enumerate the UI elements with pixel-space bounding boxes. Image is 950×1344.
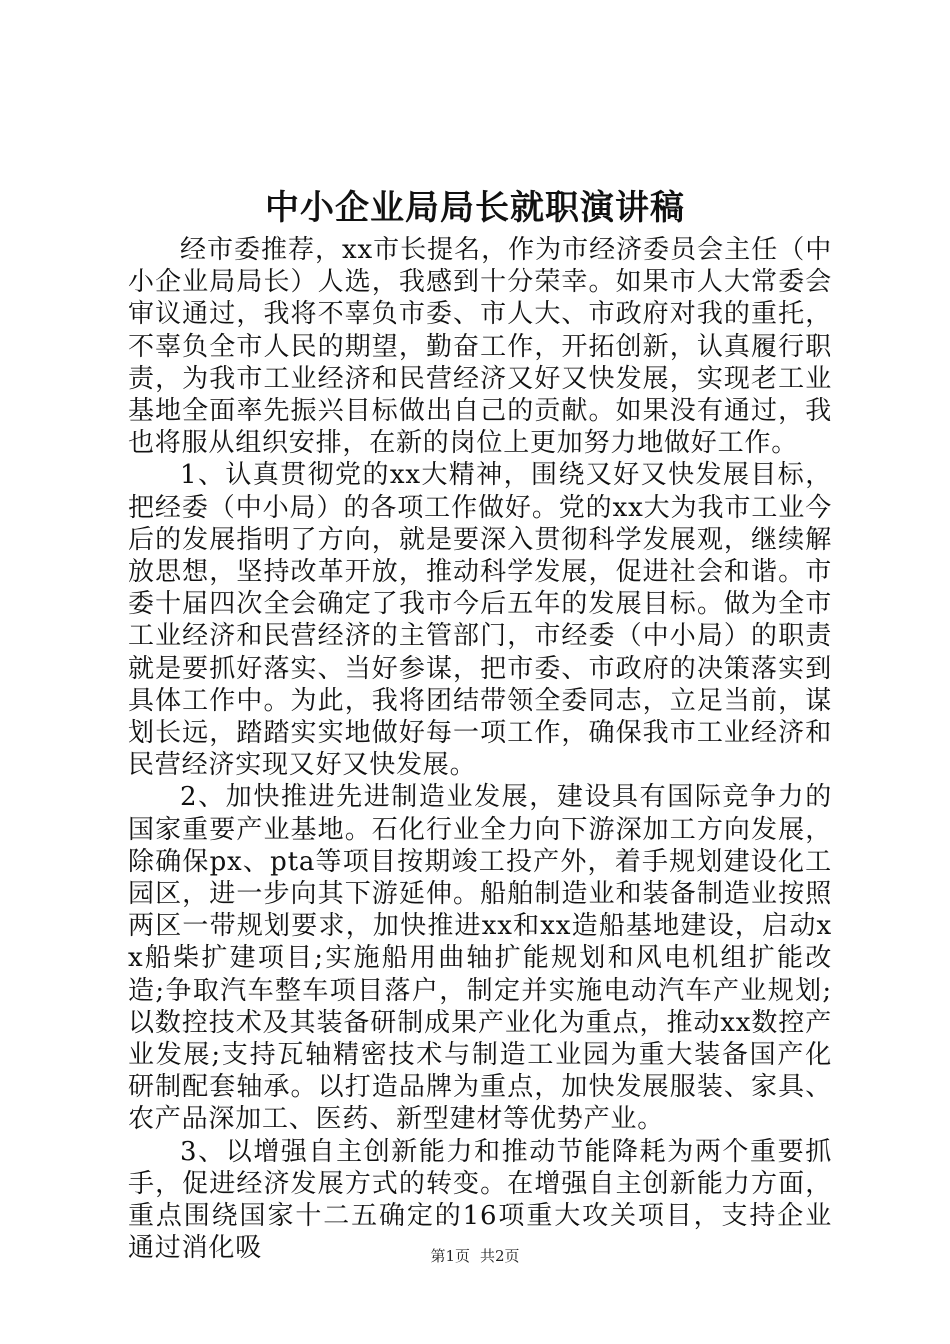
- paragraph-point-3: 3、以增强自主创新能力和推动节能降耗为两个重要抓手，促进经济发展方式的转变。在增强自主创新能力方面，重点围绕国家十二五确定的16项重大攻关项目，支持企业通过消化吸: [128, 1136, 832, 1264]
- document-body: [128, 234, 832, 1265]
- page-footer: [0, 1245, 950, 1267]
- page-total: 共2页: [480, 1247, 520, 1265]
- document-title: 中小企业局局长就职演讲稿: [265, 188, 685, 228]
- page-number: 第1页: [430, 1247, 470, 1265]
- paragraph-point-2: 2、加快推进先进制造业发展，建设具有国际竞争力的国家重要产业基地。石化行业全力向下游深加工方向发展，除确保px、pta等项目按期竣工投产外，着手规划建设化工园区，进一步向其下游延伸。船舶制造业和装备制造业按照两区一带规划要求，加快推进xx和xx造船基地建设，启动xx船柴扩建项目;实施船用曲轴扩能规划和风电机组扩能改造;争取汽车整车项目落户，制定并实施电动汽车产业规划;以数控技术及其装备研制成果产业化为重点，推动xx数控产业发展;支持瓦轴精密技术与制造工业园为重大装备国产化研制配套轴承。以打造品牌为重点，加快发展服装、家具、农产品深加工、医药、新型建材等优势产业。: [128, 782, 832, 1135]
- paragraph-point-1: 1、认真贯彻党的xx大精神，围绕又好又快发展目标，把经委（中小局）的各项工作做好。党的xx大为我市工业今后的发展指明了方向，就是要深入贯彻科学发展观，继续解放思想，坚持改革开放，推动科学发展，促进社会和谐。市委十届四次全会确定了我市今后五年的发展目标。做为全市工业经济和民营经济的主管部门，市经委（中小局）的职责就是要抓好落实、当好参谋，把市委、市政府的决策落实到具体工作中。为此，我将团结带领全委同志，立足当前，谋划长远，踏踏实实地做好每一项工作，确保我市工业经济和民营经济实现又好又快发展。: [128, 460, 832, 781]
- paragraph-intro: 经市委推荐，xx市长提名，作为市经济委员会主任（中小企业局局长）人选，我感到十分荣幸。如果市人大常委会审议通过，我将不辜负市委、市人大、市政府对我的重托，不辜负全市人民的期望，勤奋工作，开拓创新，认真履行职责，为我市工业经济和民营经济又好又快发展，实现老工业基地全面率先振兴目标做出自己的贡献。如果没有通过，我也将服从组织安排，在新的岗位上更加努力地做好工作。: [128, 235, 832, 459]
